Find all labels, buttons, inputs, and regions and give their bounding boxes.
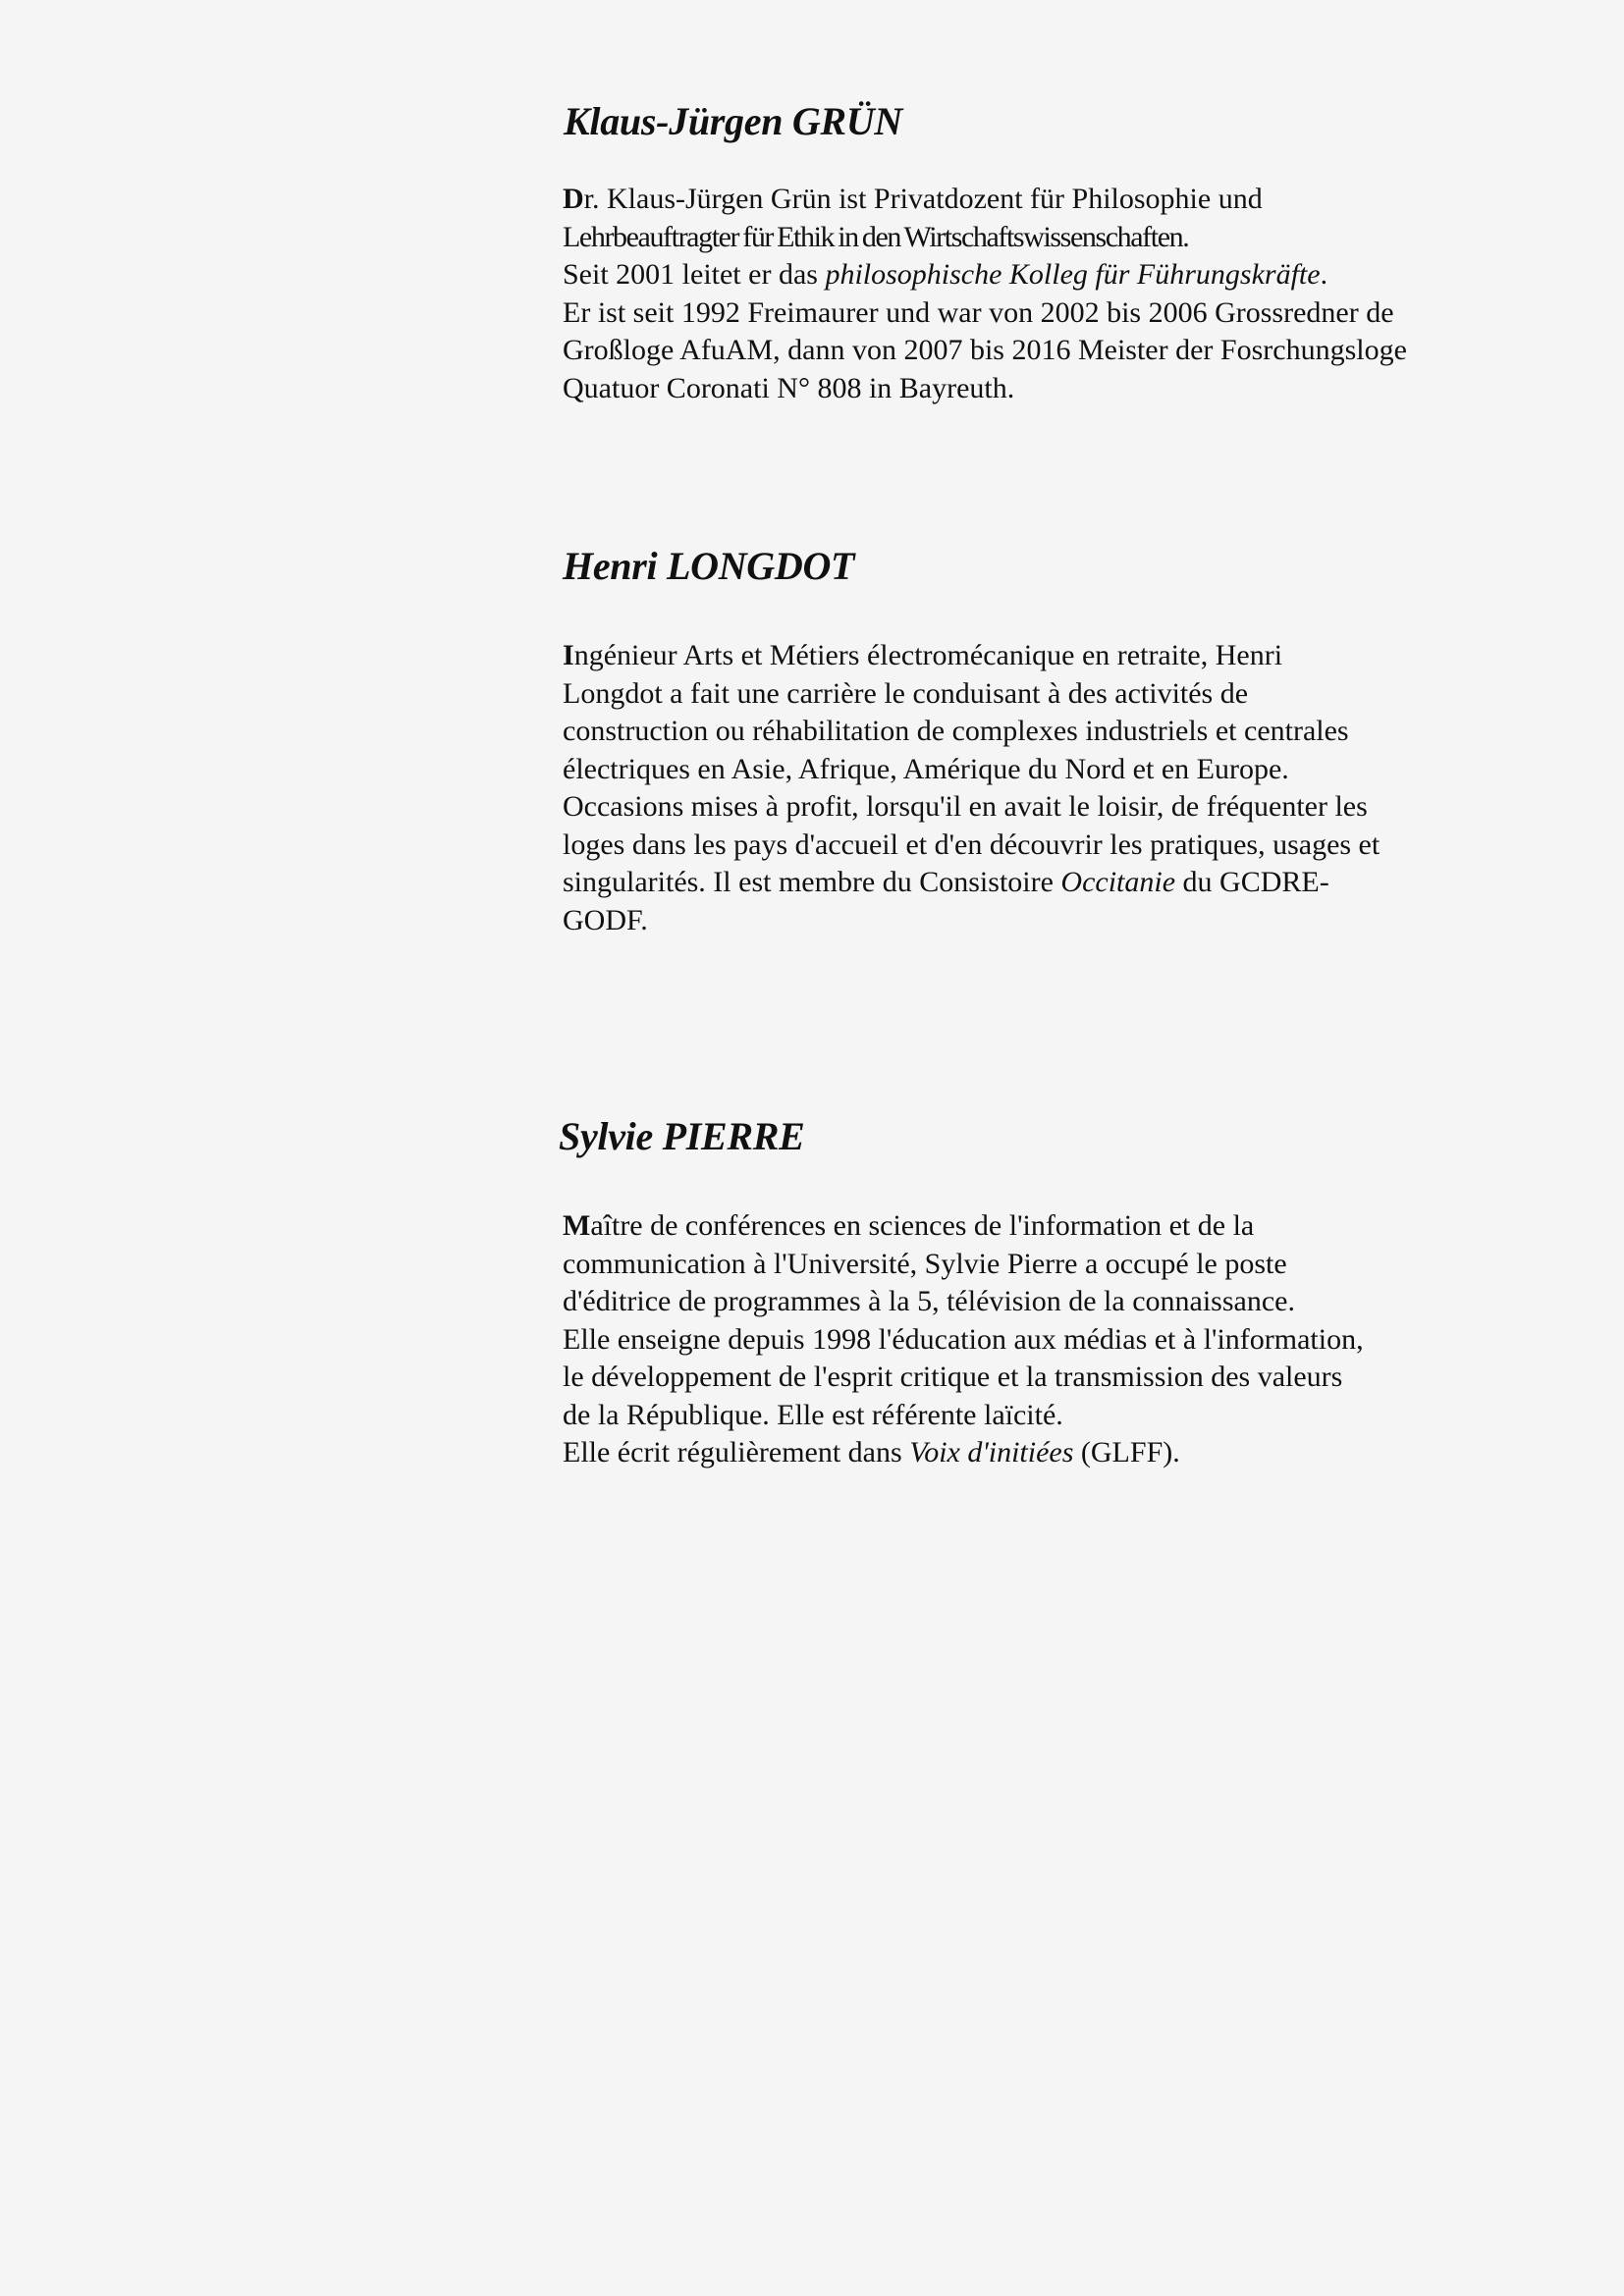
bio-line: d'éditrice de programmes à la 5, télévision de la connaissance. [563,1285,1295,1317]
bio-line-text: r. Klaus-Jürgen Grün ist Privatdozent für Philosophie und [583,183,1263,215]
bio-line-text: singularités. Il est membre du Consistoire [563,866,1061,898]
bio-line: GODF. [563,903,648,936]
bio-line-text: Seit 2001 leitet er das [563,258,826,291]
bio-line: Lehrbeauftragter für Ethik in den Wirtschaftswissenschaften. [563,220,1189,253]
bio-line: Er ist seit 1992 Freimaurer und war von 2002 bis 2006 Grossredner de [563,295,1394,329]
bio-line: loges dans les pays d'accueil et d'en découvrir les pratiques, usages et [563,828,1380,861]
bio-name: Klaus-Jürgen GRÜN [564,99,902,143]
bio-line-text: . [1320,258,1328,291]
bio-line: construction ou réhabilitation de complexes industriels et centrales [563,715,1349,747]
bio-line: Occasions mises à profit, lorsqu'il en avait le loisir, de fréquenter les [563,790,1368,823]
bio-line [563,256,1407,294]
bio-line: Longdot a fait une carrière le conduisant à des activités de [563,676,1249,710]
bio-initial: I [563,639,574,671]
bio-emphasis: Voix d'initiées [909,1436,1074,1468]
bio-text [563,181,1407,407]
bio-line: le développement de l'esprit critique et la transmission des valeurs [563,1361,1343,1393]
bio-line [563,637,1380,675]
bio-text [563,1207,1364,1472]
bio-initial: D [563,183,584,215]
bio-line: électriques en Asie, Afrique, Amérique du Nord et en Europe. [563,752,1289,785]
bio-name: Henri LONGDOT [563,544,855,588]
bio-emphasis: Occitanie [1060,866,1176,898]
bio-line [563,181,1407,219]
bio-line-text: aître de conférences en sciences de l'information et de la [590,1209,1255,1242]
bio-emphasis: philosophische Kolleg für Führungskräfte [825,258,1321,291]
bio-line-text: du GCDRE- [1175,866,1329,898]
bio-line: Großloge AfuAM, dann von 2007 bis 2016 Meister der Fosrchungsloge [563,334,1407,366]
bio-line [563,864,1380,902]
bio-line [563,1434,1364,1472]
bio-line: de la République. Elle est référente laïcité. [563,1398,1063,1431]
bio-line [563,1207,1364,1246]
bio-line: communication à l'Université, Sylvie Pierre a occupé le poste [563,1247,1287,1280]
bio-text [563,637,1380,939]
bio-line-text: (GLFF). [1073,1436,1180,1468]
bio-line-text: ngénieur Arts et Métiers électromécanique en retraite, Henri [573,639,1283,671]
bio-line: Elle enseigne depuis 1998 l'éducation aux médias et à l'information, [563,1322,1364,1356]
bio-line-text: Elle écrit régulièrement dans [563,1436,910,1468]
bio-name: Sylvie PIERRE [559,1114,805,1158]
bio-initial: M [563,1209,591,1242]
bio-line: Quatuor Coronati N° 808 in Bayreuth. [563,371,1015,404]
